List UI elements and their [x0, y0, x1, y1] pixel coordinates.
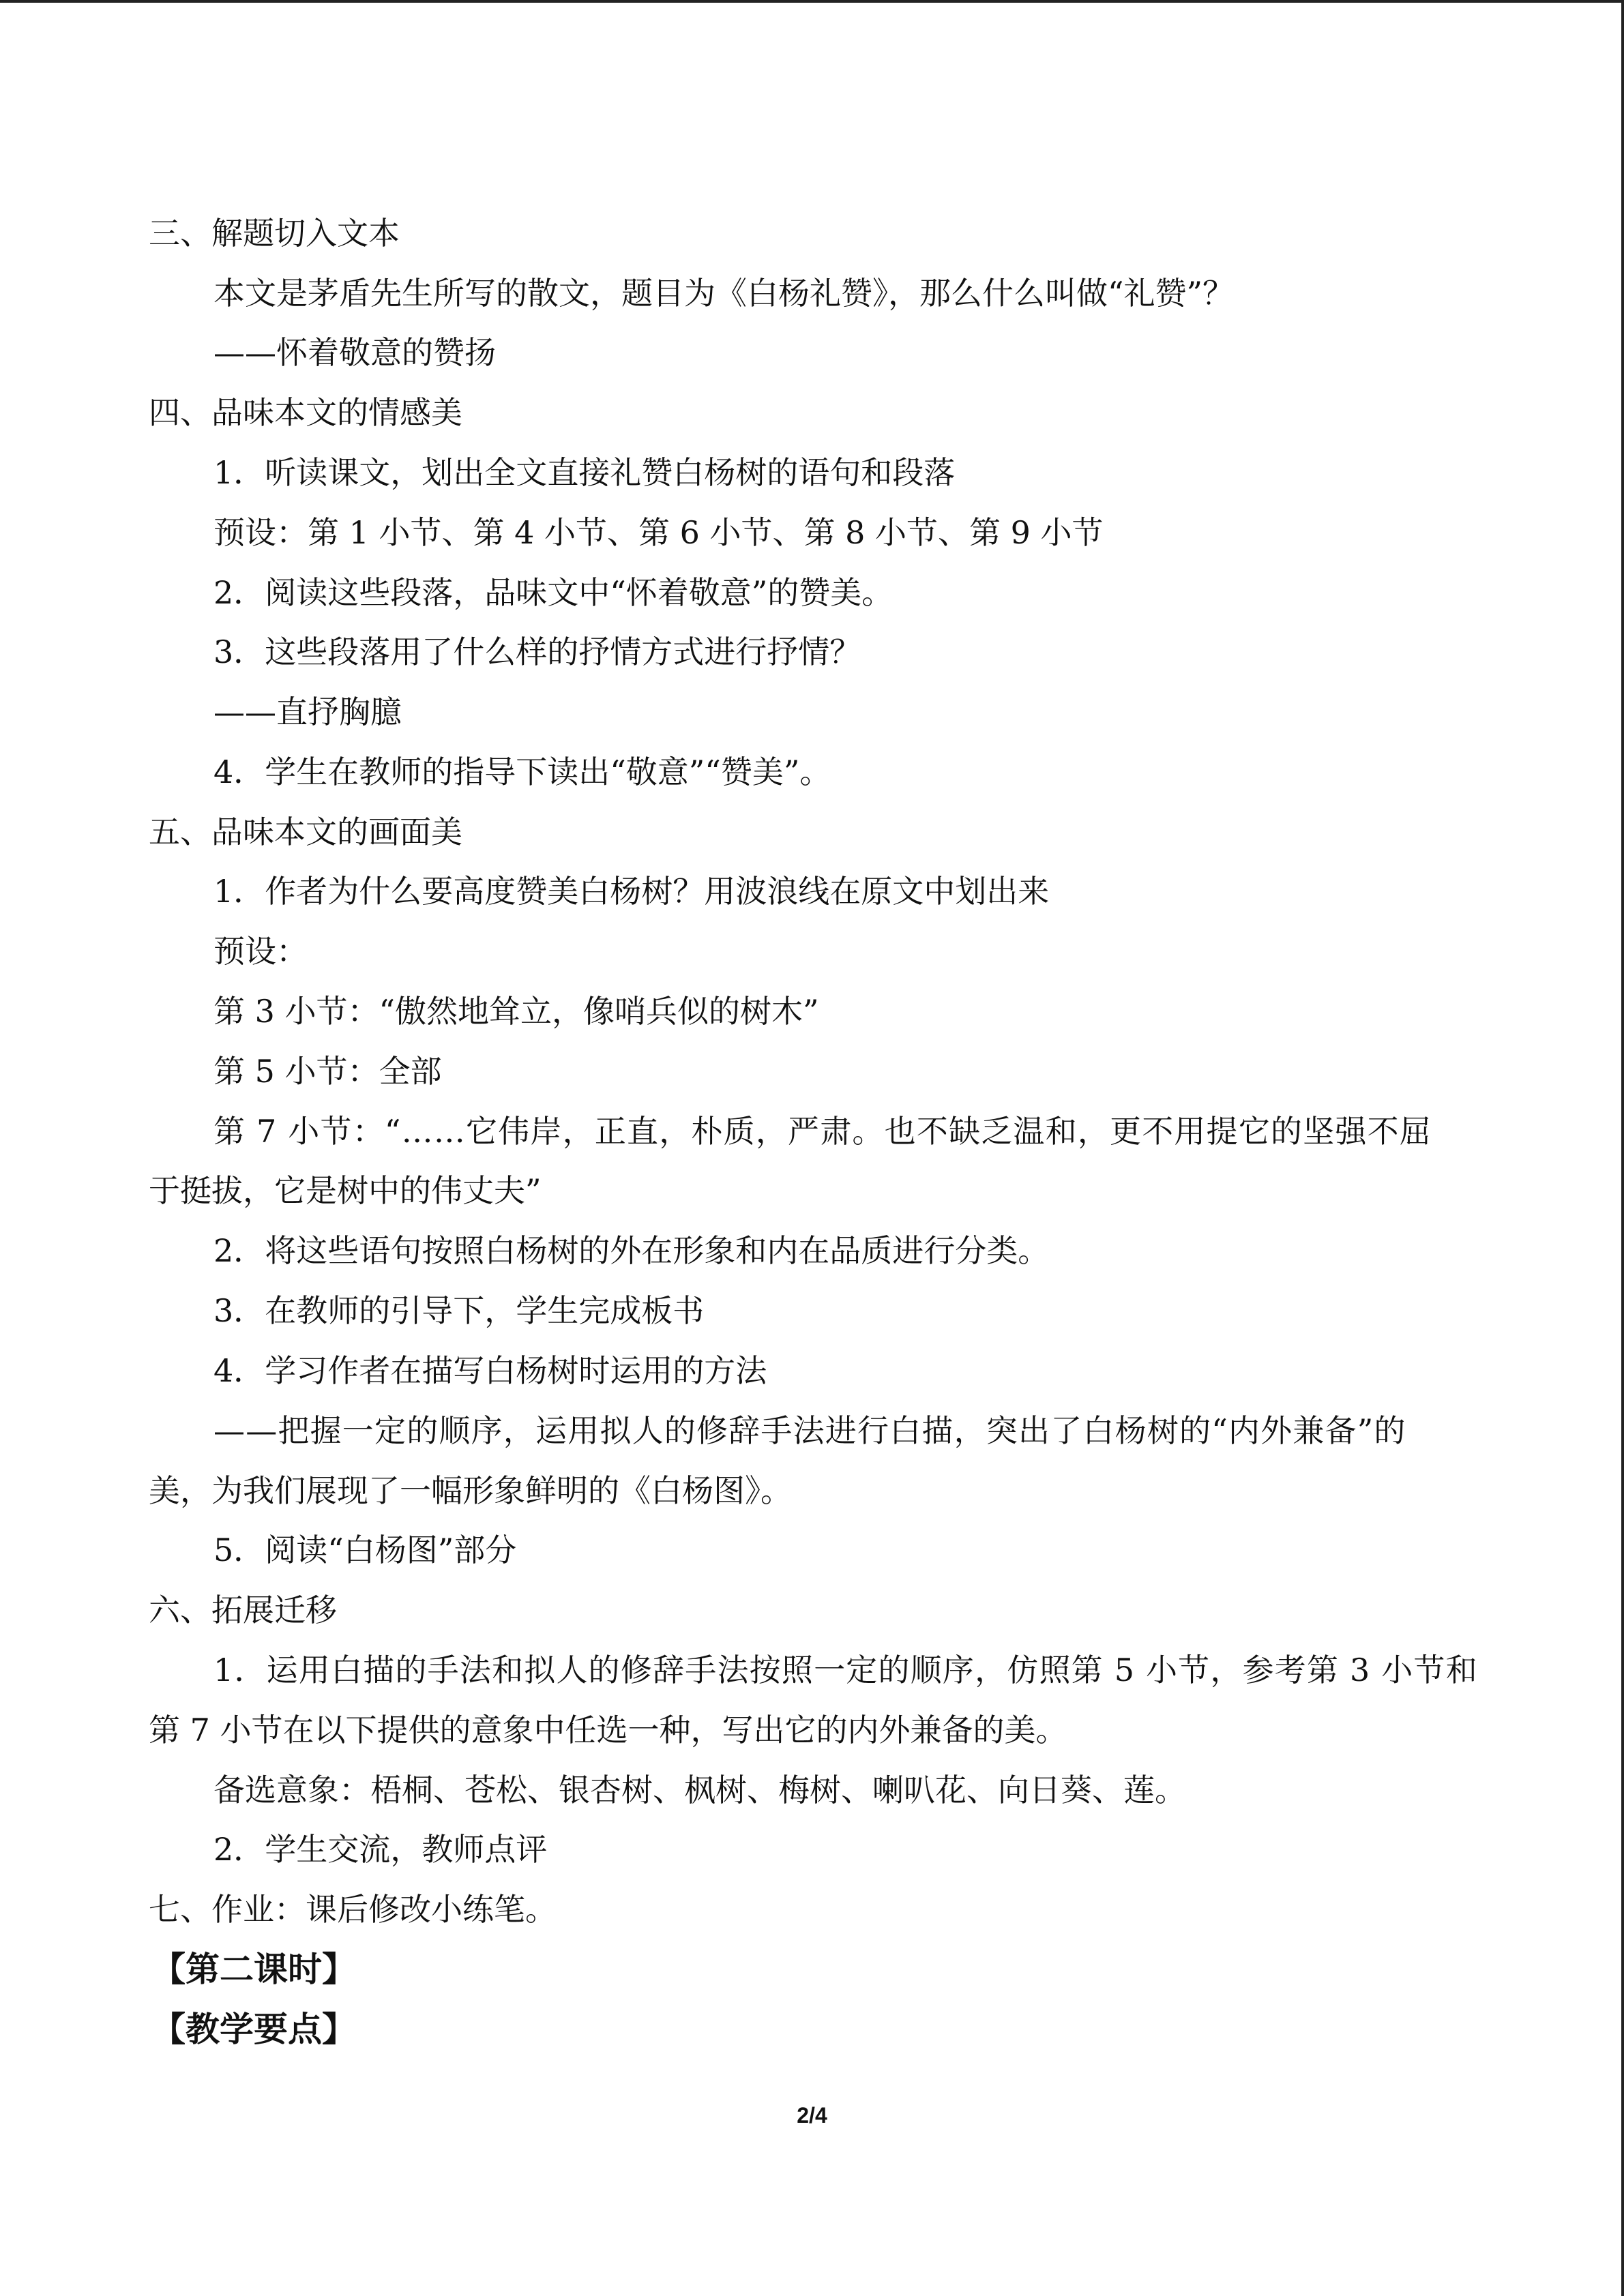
lesson-heading: 【第二课时】 — [151, 1949, 356, 1989]
paragraph-continuation: 美，为我们展现了一幅形象鲜明的《白杨图》。 — [149, 1472, 792, 1509]
section-heading-4: 四、品味本文的情感美 — [149, 394, 462, 431]
list-item: 4．学生在教师的指导下读出“敬意”“赞美”。 — [213, 754, 831, 790]
paragraph-continuation: 第 7 小节在以下提供的意象中任选一种，写出它的内外兼备的美。 — [149, 1712, 1067, 1748]
section-heading-3: 三、解题切入文本 — [149, 215, 400, 252]
paragraph-continuation: 于挺拔，它是树中的伟丈夫” — [149, 1172, 542, 1209]
list-item: 2．阅读这些段落，品味文中“怀着敬意”的赞美。 — [213, 574, 894, 611]
paragraph: 预设：第 1 小节、第 4 小节、第 6 小节、第 8 小节、第 9 小节 — [213, 514, 1104, 551]
section-heading-6: 六、拓展迁移 — [149, 1592, 337, 1628]
paragraph: 第 5 小节：全部 — [213, 1053, 442, 1090]
paragraph: ——直抒胸臆 — [213, 694, 402, 730]
list-item: 1．运用白描的手法和拟人的修辞手法按照一定的顺序，仿照第 5 小节，参考第 3 小节和 — [213, 1652, 1478, 1688]
list-item: 3．在教师的引导下，学生完成板书 — [213, 1292, 705, 1329]
section-heading-5: 五、品味本文的画面美 — [149, 814, 462, 850]
paragraph: ——怀着敬意的赞扬 — [213, 334, 496, 371]
page-number: 2/4 — [797, 2103, 827, 2128]
list-item: 3．这些段落用了什么样的抒情方式进行抒情？ — [213, 633, 861, 670]
paragraph: 第 3 小节：“傲然地耸立，像哨兵似的树木” — [213, 993, 819, 1030]
paragraph: 本文是茅盾先生所写的散文，题目为《白杨礼赞》，那么什么叫做“礼赞”？ — [213, 275, 1235, 312]
list-item: 4．学习作者在描写白杨树时运用的方法 — [213, 1352, 767, 1389]
list-item: 5．阅读“白杨图”部分 — [213, 1532, 517, 1568]
paragraph: 备选意象：梧桐、苍松、银杏树、枫树、梅树、喇叭花、向日葵、莲。 — [213, 1772, 1186, 1808]
paragraph: 第 7 小节：“……它伟岸，正直，朴质，严肃。也不缺乏温和，更不用提它的坚强不屈 — [213, 1113, 1432, 1150]
list-item: 1．听读课文，划出全文直接礼赞白杨树的语句和段落 — [213, 454, 956, 491]
list-item: 2．将这些语句按照白杨树的外在形象和内在品质进行分类。 — [213, 1232, 1050, 1269]
list-item: 2．学生交流，教师点评 — [213, 1831, 548, 1868]
paragraph: ——把握一定的顺序，运用拟人的修辞手法进行白描，突出了白杨树的“内外兼备”的 — [213, 1412, 1406, 1449]
section-heading-7: 七、作业：课后修改小练笔。 — [149, 1891, 557, 1928]
lesson-heading: 【教学要点】 — [151, 2009, 356, 2049]
paragraph: 预设： — [213, 933, 308, 970]
list-item: 1．作者为什么要高度赞美白杨树？用波浪线在原文中划出来 — [213, 873, 1050, 910]
